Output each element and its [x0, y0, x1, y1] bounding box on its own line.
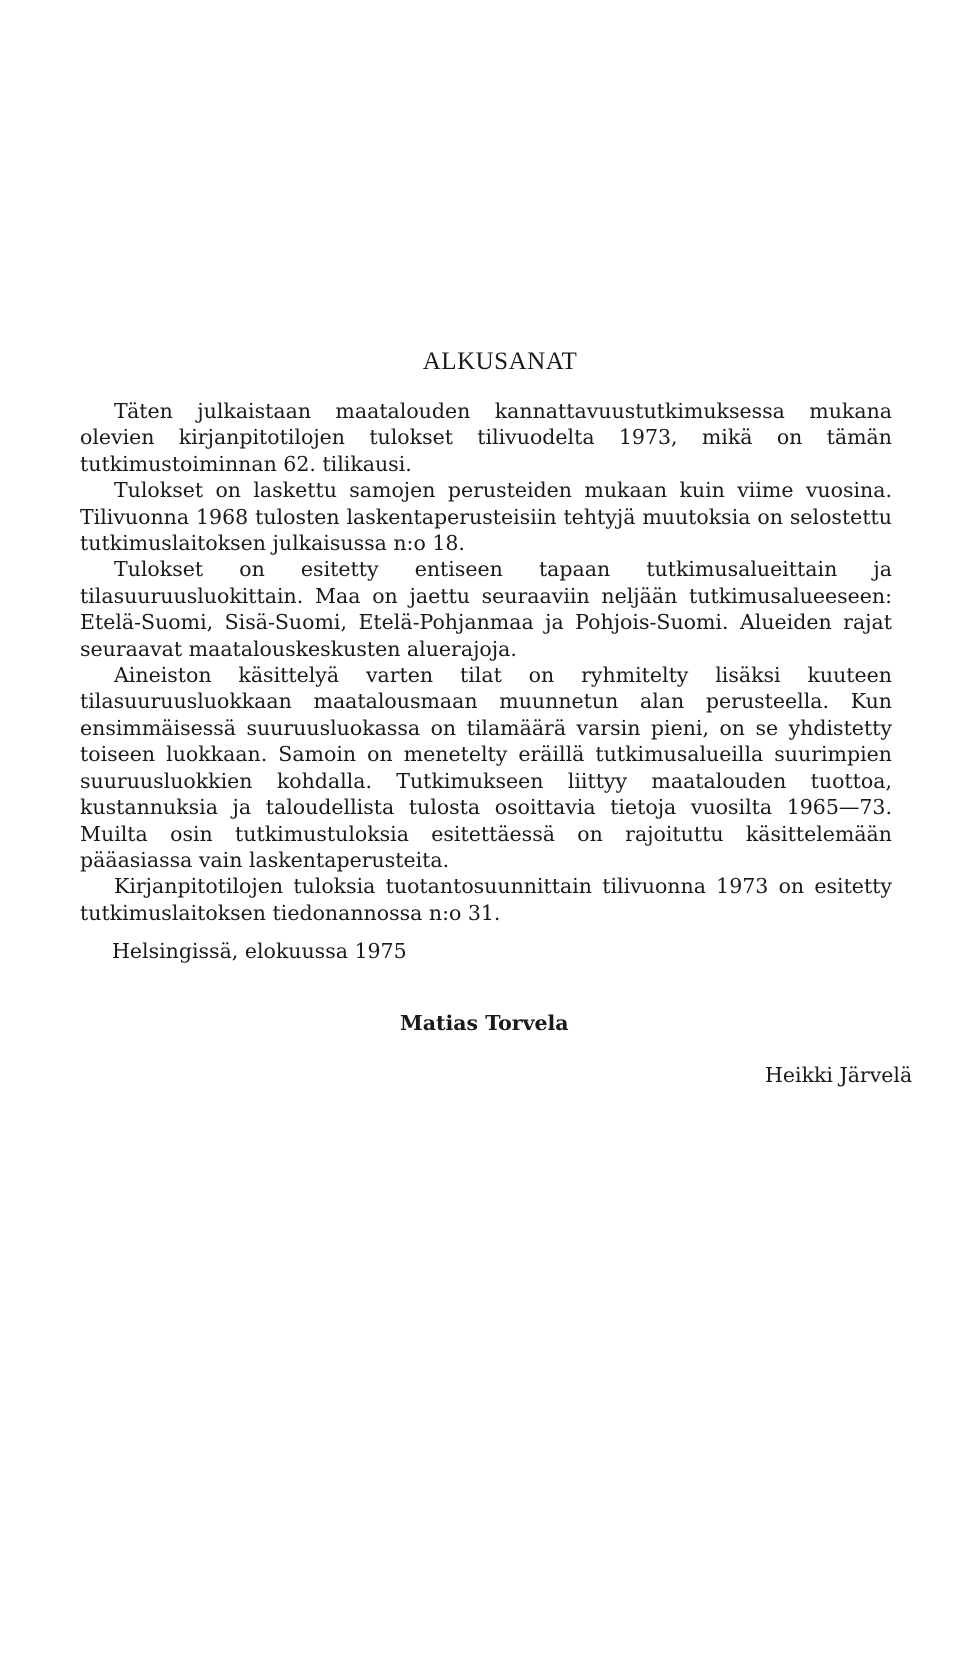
foreword-body: [80, 398, 892, 926]
place-date: Helsingissä, elokuussa 1975: [112, 939, 407, 963]
paragraph: Tulokset on esitetty entiseen tapaan tutkimusalueittain ja tilasuuruusluokittain. Maa on jaettu seuraaviin neljään tutkimusalueeseen: Etelä-Suomi, Sisä-Suomi, Etelä-Pohjanmaa ja Pohjois-Suomi. Alueiden rajat seuraavat maatalouskeskusten aluerajoja.: [80, 557, 892, 661]
paragraph: Tulokset on laskettu samojen perusteiden mukaan kuin viime vuosina. Tilivuonna 1968 tulosten laskentaperusteisiin tehtyjä muutoksia on selostettu tutkimuslaitoksen julkaisussa n:o 18.: [80, 478, 892, 556]
page-title: ALKUSANAT: [422, 348, 578, 375]
paragraph: Aineiston käsittelyä varten tilat on ryhmitelty lisäksi kuuteen tilasuuruusluokkaan maatalousmaan muunnetun alan perusteella. Kun ensimmäisessä suuruusluokassa on tilamäärä varsin pieni, on se yhdistetty toiseen luokkaan. Samoin on menetelty eräillä tutkimusalueilla suurimpien suuruusluokkien kohdalla. Tutkimukseen liittyy maatalouden tuottoa, kustannuksia ja taloudellista tulosta osoittavia tietoja vuosilta 1965—73. Muilta osin tutkimustuloksia esitettäessä on rajoituttu käsittelemään pääasiassa vain laskentaperusteita.: [80, 663, 892, 872]
paragraph: Kirjanpitotilojen tuloksia tuotantosuunnittain tilivuonna 1973 on esitetty tutkimuslaitoksen tiedonannossa n:o 31.: [80, 874, 892, 925]
paragraph: Täten julkaistaan maatalouden kannattavuustutkimuksessa mukana olevien kirjanpitotilojen tulokset tilivuodelta 1973, mikä on tämän tutkimustoiminnan 62. tilikausi.: [80, 399, 892, 476]
signatory-name: Matias Torvela: [400, 1011, 569, 1035]
signatory-name: Heikki Järvelä: [765, 1063, 913, 1087]
